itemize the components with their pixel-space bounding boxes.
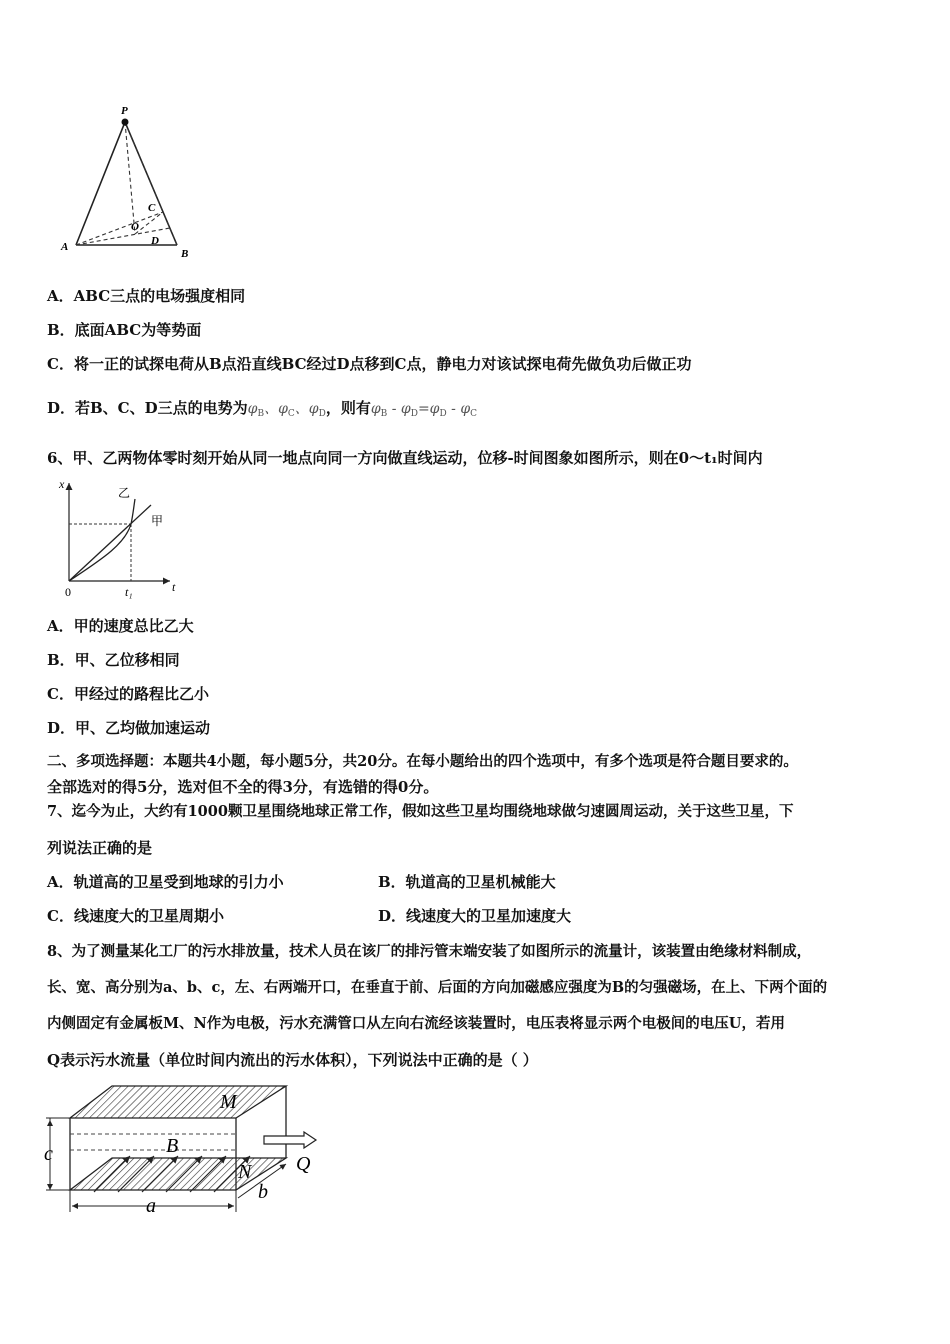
phi-sub-b: B xyxy=(257,409,265,419)
section2-line2: 全部选对的得5分，选对但不全的得3分，有选错的得0分。 xyxy=(47,778,439,796)
label-b-field: B xyxy=(166,1135,179,1157)
q5-option-d-mid: ，则有 xyxy=(325,399,371,417)
minus-sign: - xyxy=(446,401,461,417)
phi-sub-c: C xyxy=(470,409,478,419)
label-p: P xyxy=(121,105,128,117)
label-q: Q xyxy=(296,1153,311,1175)
phi-symbol: φ xyxy=(400,401,411,417)
label-n: N xyxy=(238,1161,252,1183)
q5-option-d-prefix: D．若B、C、D三点的电势为 xyxy=(47,399,248,417)
q5-option-b: B．底面ABC为等势面 xyxy=(47,321,202,339)
phi-symbol: φ xyxy=(247,401,258,417)
label-m: M xyxy=(220,1091,237,1113)
altitude-po xyxy=(125,122,135,234)
segment-oc xyxy=(135,212,163,234)
label-t1: t₁ xyxy=(125,585,133,599)
label-b: B xyxy=(181,248,189,260)
q7-option-c: C．线速度大的卫星周期小 xyxy=(47,907,224,925)
label-b: b xyxy=(258,1181,268,1203)
label-jia: 甲 xyxy=(151,514,164,528)
phi-sub-d: D xyxy=(410,409,418,419)
phi-symbol: φ xyxy=(308,401,319,417)
label-o: O xyxy=(131,221,139,233)
q6-option-a: A．甲的速度总比乙大 xyxy=(47,617,194,635)
q6-option-c: C．甲经过的路程比乙小 xyxy=(47,685,209,703)
plate-m xyxy=(70,1086,286,1118)
edge-pa xyxy=(76,122,125,245)
phi-symbol: φ xyxy=(429,401,440,417)
q5-option-d xyxy=(47,398,477,424)
phi-symbol: φ xyxy=(460,401,471,417)
phi-symbol: φ xyxy=(370,401,381,417)
pyramid-figure xyxy=(55,100,205,265)
q6-stem: 6、甲、乙两物体零时刻开始从同一地点向同一方向做直线运动，位移-时间图象如图所示，则在0～t₁时间内 xyxy=(47,449,763,467)
label-c: c xyxy=(44,1143,53,1165)
q7-stem-line2: 列说法正确的是 xyxy=(47,839,153,857)
phi-sub-d: D xyxy=(318,409,326,419)
phi-sub-d: D xyxy=(439,409,447,419)
q6-option-b: B．甲、乙位移相同 xyxy=(47,651,180,669)
label-origin: 0 xyxy=(65,585,71,599)
label-y-axis: x xyxy=(59,477,65,491)
curve-jia xyxy=(69,505,151,581)
phi-sub-b: B xyxy=(380,409,388,419)
label-a: A xyxy=(61,241,69,253)
section2-line1: 二、多项选择题：本题共4小题，每小题5分，共20分。在每小题给出的四个选项中，有多个选项是符合题目要求的。 xyxy=(47,753,798,770)
minus-sign: - xyxy=(387,401,401,417)
edge-ac xyxy=(76,212,163,245)
curve-yi xyxy=(69,499,135,581)
vertex-p-dot xyxy=(122,119,129,126)
q8-line1: 8、为了测量某化工厂的污水排放量，技术人员在该厂的排污管末端安装了如图所示的流量计，该装置由绝缘材料制成， xyxy=(47,943,812,960)
q7-option-a: A．轨道高的卫星受到地球的引力小 xyxy=(47,873,284,891)
separator: 、 xyxy=(294,401,309,417)
label-yi: 乙 xyxy=(118,486,131,500)
equals-sign: = xyxy=(417,401,430,417)
q7-stem-line1: 7、迄今为止，大约有1000颗卫星围绕地球正常工作，假如这些卫星均围绕地球做匀速圆周运动，关于这些卫星，下 xyxy=(47,803,794,820)
phi-sub-c: C xyxy=(287,409,295,419)
plate-n xyxy=(70,1158,286,1190)
flow-arrow-icon xyxy=(264,1132,316,1148)
q7-option-b: B．轨道高的卫星机械能大 xyxy=(378,873,556,891)
q5-option-a: A．ABC三点的电场强度相同 xyxy=(47,287,246,305)
q5-option-c: C．将一正的试探电荷从B点沿直线BC经过D点移到C点，静电力对该试探电荷先做负功后做正功 xyxy=(47,355,692,373)
label-x-axis: t xyxy=(172,580,176,594)
flowmeter-figure xyxy=(42,1080,332,1220)
q8-line2: 长、宽、高分别为a、b、c，左、右两端开口，在垂直于前、后面的方向加磁感应强度为B的匀强磁场，在上、下两个面的 xyxy=(47,979,828,996)
xt-graph xyxy=(55,475,190,605)
separator: 、 xyxy=(264,401,279,417)
q7-option-d: D．线速度大的卫星加速度大 xyxy=(378,907,572,925)
q8-line4: Q表示污水流量（单位时间内流出的污水体积），下列说法中正确的是（ ） xyxy=(47,1051,538,1069)
label-a: a xyxy=(146,1195,156,1217)
q6-option-d: D．甲、乙均做加速运动 xyxy=(47,719,211,737)
label-d: D xyxy=(151,235,159,247)
phi-symbol: φ xyxy=(278,401,288,417)
label-c: C xyxy=(148,202,156,214)
q8-line3: 内侧固定有金属板M、N作为电极，污水充满管口从左向右流经该装置时，电压表将显示两个电极间的电压U，若用 xyxy=(47,1015,785,1032)
